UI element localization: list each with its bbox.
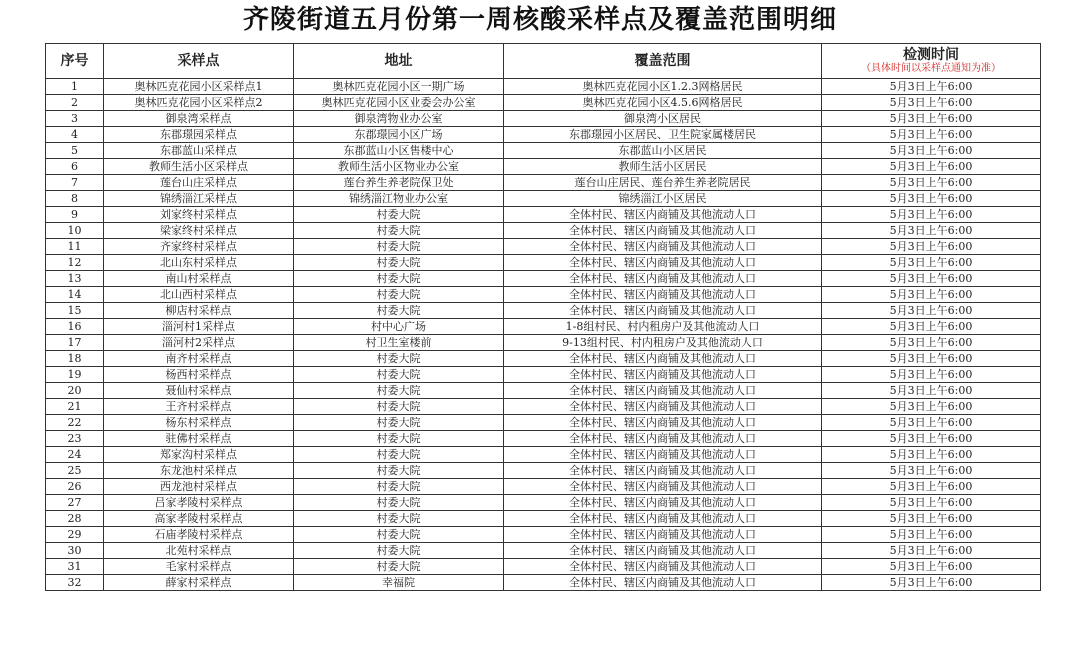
table-header (46, 44, 1041, 79)
cell-site: 东郡蓝山采样点 (104, 143, 294, 159)
cell-no: 20 (46, 383, 104, 399)
cell-no: 26 (46, 479, 104, 495)
cell-no: 23 (46, 431, 104, 447)
cell-time: 5月3日上午6:00 (822, 415, 1041, 431)
cell-site: 莲台山庄采样点 (104, 175, 294, 191)
cell-time: 5月3日上午6:00 (822, 543, 1041, 559)
cell-coverage: 东郡璟园小区居民、卫生院家属楼居民 (504, 127, 822, 143)
cell-time: 5月3日上午6:00 (822, 303, 1041, 319)
cell-no: 17 (46, 335, 104, 351)
cell-address: 幸福院 (294, 575, 504, 591)
cell-address: 村卫生室楼前 (294, 335, 504, 351)
table-row (46, 303, 1041, 319)
cell-site: 南齐村采样点 (104, 351, 294, 367)
cell-coverage: 全体村民、辖区内商铺及其他流动人口 (504, 415, 822, 431)
cell-address: 锦绣淄江物业办公室 (294, 191, 504, 207)
cell-time: 5月3日上午6:00 (822, 399, 1041, 415)
cell-time: 5月3日上午6:00 (822, 431, 1041, 447)
table-row (46, 559, 1041, 575)
cell-coverage: 全体村民、辖区内商铺及其他流动人口 (504, 463, 822, 479)
cell-coverage: 奥林匹克花园小区4.5.6网格居民 (504, 95, 822, 111)
cell-site: 南山村采样点 (104, 271, 294, 287)
cell-site: 梁家终村采样点 (104, 223, 294, 239)
cell-coverage: 1-8组村民、村内租房户及其他流动人口 (504, 319, 822, 335)
table-row (46, 175, 1041, 191)
cell-coverage: 全体村民、辖区内商铺及其他流动人口 (504, 383, 822, 399)
cell-coverage: 全体村民、辖区内商铺及其他流动人口 (504, 495, 822, 511)
sampling-sites-table (45, 43, 1041, 591)
cell-address: 村委大院 (294, 527, 504, 543)
cell-coverage: 全体村民、辖区内商铺及其他流动人口 (504, 559, 822, 575)
cell-address: 村委大院 (294, 287, 504, 303)
cell-site: 锦绣淄江采样点 (104, 191, 294, 207)
cell-site: 杨东村采样点 (104, 415, 294, 431)
cell-coverage: 全体村民、辖区内商铺及其他流动人口 (504, 575, 822, 591)
cell-no: 30 (46, 543, 104, 559)
cell-no: 14 (46, 287, 104, 303)
cell-time: 5月3日上午6:00 (822, 95, 1041, 111)
cell-coverage: 全体村民、辖区内商铺及其他流动人口 (504, 287, 822, 303)
cell-coverage: 9-13组村民、村内租房户及其他流动人口 (504, 335, 822, 351)
header-time-label: 检测时间 (903, 47, 959, 63)
cell-no: 16 (46, 319, 104, 335)
cell-coverage: 全体村民、辖区内商铺及其他流动人口 (504, 271, 822, 287)
cell-address: 村委大院 (294, 431, 504, 447)
table-row (46, 287, 1041, 303)
cell-site: 王齐村采样点 (104, 399, 294, 415)
table-row (46, 543, 1041, 559)
cell-no: 6 (46, 159, 104, 175)
cell-no: 10 (46, 223, 104, 239)
cell-time: 5月3日上午6:00 (822, 575, 1041, 591)
cell-time: 5月3日上午6:00 (822, 79, 1041, 95)
table-row (46, 271, 1041, 287)
cell-no: 22 (46, 415, 104, 431)
cell-address: 村中心广场 (294, 319, 504, 335)
cell-coverage: 莲台山庄居民、莲台养生养老院居民 (504, 175, 822, 191)
cell-address: 村委大院 (294, 351, 504, 367)
table-row (46, 239, 1041, 255)
cell-site: 西龙池村采样点 (104, 479, 294, 495)
cell-coverage: 全体村民、辖区内商铺及其他流动人口 (504, 255, 822, 271)
cell-address: 村委大院 (294, 223, 504, 239)
cell-no: 2 (46, 95, 104, 111)
cell-coverage: 全体村民、辖区内商铺及其他流动人口 (504, 223, 822, 239)
cell-no: 13 (46, 271, 104, 287)
cell-coverage: 全体村民、辖区内商铺及其他流动人口 (504, 447, 822, 463)
cell-time: 5月3日上午6:00 (822, 447, 1041, 463)
cell-address: 村委大院 (294, 239, 504, 255)
cell-time: 5月3日上午6:00 (822, 479, 1041, 495)
table-row (46, 495, 1041, 511)
cell-address: 村委大院 (294, 479, 504, 495)
cell-site: 刘家终村采样点 (104, 207, 294, 223)
cell-time: 5月3日上午6:00 (822, 159, 1041, 175)
cell-address: 奥林匹克花园小区一期广场 (294, 79, 504, 95)
table-row (46, 207, 1041, 223)
cell-address: 御泉湾物业办公室 (294, 111, 504, 127)
cell-site: 淄河村2采样点 (104, 335, 294, 351)
cell-time: 5月3日上午6:00 (822, 463, 1041, 479)
table-row (46, 255, 1041, 271)
cell-site: 石庙孝陵村采样点 (104, 527, 294, 543)
table-row (46, 223, 1041, 239)
cell-address: 村委大院 (294, 399, 504, 415)
cell-coverage: 全体村民、辖区内商铺及其他流动人口 (504, 543, 822, 559)
cell-time: 5月3日上午6:00 (822, 127, 1041, 143)
cell-address: 村委大院 (294, 543, 504, 559)
table-row (46, 159, 1041, 175)
cell-site: 御泉湾采样点 (104, 111, 294, 127)
cell-coverage: 全体村民、辖区内商铺及其他流动人口 (504, 527, 822, 543)
table-body (46, 79, 1041, 591)
cell-site: 北山东村采样点 (104, 255, 294, 271)
table-row (46, 399, 1041, 415)
cell-time: 5月3日上午6:00 (822, 111, 1041, 127)
cell-time: 5月3日上午6:00 (822, 367, 1041, 383)
header-site: 采样点 (104, 44, 294, 79)
cell-no: 4 (46, 127, 104, 143)
cell-coverage: 全体村民、辖区内商铺及其他流动人口 (504, 399, 822, 415)
cell-time: 5月3日上午6:00 (822, 559, 1041, 575)
table-row (46, 479, 1041, 495)
cell-address: 教师生活小区物业办公室 (294, 159, 504, 175)
cell-time: 5月3日上午6:00 (822, 271, 1041, 287)
cell-address: 村委大院 (294, 463, 504, 479)
header-row (46, 44, 1041, 79)
cell-site: 毛家村采样点 (104, 559, 294, 575)
header-address: 地址 (294, 44, 504, 79)
cell-no: 12 (46, 255, 104, 271)
cell-time: 5月3日上午6:00 (822, 207, 1041, 223)
cell-no: 21 (46, 399, 104, 415)
header-no: 序号 (46, 44, 104, 79)
cell-coverage: 全体村民、辖区内商铺及其他流动人口 (504, 239, 822, 255)
cell-time: 5月3日上午6:00 (822, 351, 1041, 367)
table-row (46, 575, 1041, 591)
cell-coverage: 全体村民、辖区内商铺及其他流动人口 (504, 303, 822, 319)
cell-time: 5月3日上午6:00 (822, 239, 1041, 255)
cell-time: 5月3日上午6:00 (822, 495, 1041, 511)
cell-no: 9 (46, 207, 104, 223)
cell-time: 5月3日上午6:00 (822, 223, 1041, 239)
cell-time: 5月3日上午6:00 (822, 143, 1041, 159)
table-row (46, 319, 1041, 335)
cell-time: 5月3日上午6:00 (822, 319, 1041, 335)
cell-site: 杨西村采样点 (104, 367, 294, 383)
cell-time: 5月3日上午6:00 (822, 175, 1041, 191)
cell-no: 32 (46, 575, 104, 591)
cell-no: 31 (46, 559, 104, 575)
cell-no: 27 (46, 495, 104, 511)
header-time-note: （具体时间以采样点通知为准） (861, 63, 1001, 74)
cell-time: 5月3日上午6:00 (822, 383, 1041, 399)
cell-address: 村委大院 (294, 495, 504, 511)
cell-no: 7 (46, 175, 104, 191)
cell-no: 8 (46, 191, 104, 207)
cell-site: 聂仙村采样点 (104, 383, 294, 399)
cell-time: 5月3日上午6:00 (822, 335, 1041, 351)
cell-time: 5月3日上午6:00 (822, 527, 1041, 543)
cell-coverage: 全体村民、辖区内商铺及其他流动人口 (504, 511, 822, 527)
cell-address: 莲台养生养老院保卫处 (294, 175, 504, 191)
table-row (46, 191, 1041, 207)
cell-address: 村委大院 (294, 415, 504, 431)
cell-site: 齐家终村采样点 (104, 239, 294, 255)
table-row (46, 527, 1041, 543)
cell-no: 18 (46, 351, 104, 367)
table-row (46, 335, 1041, 351)
cell-time: 5月3日上午6:00 (822, 287, 1041, 303)
table-row (46, 383, 1041, 399)
table-row (46, 447, 1041, 463)
cell-site: 奥林匹克花园小区采样点1 (104, 79, 294, 95)
cell-site: 郑家沟村采样点 (104, 447, 294, 463)
table-row (46, 95, 1041, 111)
header-time (822, 44, 1041, 79)
cell-coverage: 奥林匹克花园小区1.2.3网格居民 (504, 79, 822, 95)
cell-no: 29 (46, 527, 104, 543)
cell-coverage: 全体村民、辖区内商铺及其他流动人口 (504, 479, 822, 495)
cell-site: 东龙池村采样点 (104, 463, 294, 479)
cell-coverage: 东郡蓝山小区居民 (504, 143, 822, 159)
cell-no: 3 (46, 111, 104, 127)
cell-time: 5月3日上午6:00 (822, 511, 1041, 527)
cell-address: 村委大院 (294, 271, 504, 287)
cell-address: 村委大院 (294, 559, 504, 575)
cell-coverage: 全体村民、辖区内商铺及其他流动人口 (504, 207, 822, 223)
cell-no: 24 (46, 447, 104, 463)
cell-address: 奥林匹克花园小区业委会办公室 (294, 95, 504, 111)
cell-no: 15 (46, 303, 104, 319)
table-row (46, 511, 1041, 527)
table-row (46, 111, 1041, 127)
table-row (46, 351, 1041, 367)
cell-time: 5月3日上午6:00 (822, 191, 1041, 207)
cell-address: 村委大院 (294, 367, 504, 383)
page-title: 齐陵街道五月份第一周核酸采样点及覆盖范围明细 (242, 5, 837, 35)
cell-address: 村委大院 (294, 207, 504, 223)
table-row (46, 431, 1041, 447)
table-row (46, 415, 1041, 431)
cell-site: 吕家孝陵村采样点 (104, 495, 294, 511)
cell-no: 1 (46, 79, 104, 95)
table-row (46, 127, 1041, 143)
cell-address: 村委大院 (294, 255, 504, 271)
cell-address: 村委大院 (294, 383, 504, 399)
cell-site: 薛家村采样点 (104, 575, 294, 591)
cell-site: 高家孝陵村采样点 (104, 511, 294, 527)
cell-site: 奥林匹克花园小区采样点2 (104, 95, 294, 111)
cell-site: 淄河村1采样点 (104, 319, 294, 335)
cell-coverage: 全体村民、辖区内商铺及其他流动人口 (504, 431, 822, 447)
cell-no: 11 (46, 239, 104, 255)
cell-site: 教师生活小区采样点 (104, 159, 294, 175)
table-row (46, 367, 1041, 383)
table-row (46, 79, 1041, 95)
cell-address: 东郡蓝山小区售楼中心 (294, 143, 504, 159)
cell-site: 驻佛村采样点 (104, 431, 294, 447)
cell-address: 村委大院 (294, 447, 504, 463)
cell-no: 19 (46, 367, 104, 383)
cell-site: 北苑村采样点 (104, 543, 294, 559)
cell-no: 5 (46, 143, 104, 159)
cell-site: 东郡璟园采样点 (104, 127, 294, 143)
cell-no: 25 (46, 463, 104, 479)
cell-coverage: 全体村民、辖区内商铺及其他流动人口 (504, 367, 822, 383)
cell-coverage: 御泉湾小区居民 (504, 111, 822, 127)
cell-coverage: 锦绣淄江小区居民 (504, 191, 822, 207)
table-row (46, 143, 1041, 159)
header-coverage: 覆盖范围 (504, 44, 822, 79)
cell-coverage: 全体村民、辖区内商铺及其他流动人口 (504, 351, 822, 367)
cell-address: 东郡璟园小区广场 (294, 127, 504, 143)
table-row (46, 463, 1041, 479)
cell-address: 村委大院 (294, 511, 504, 527)
cell-site: 北山西村采样点 (104, 287, 294, 303)
cell-time: 5月3日上午6:00 (822, 255, 1041, 271)
cell-no: 28 (46, 511, 104, 527)
cell-address: 村委大院 (294, 303, 504, 319)
cell-site: 柳店村采样点 (104, 303, 294, 319)
cell-coverage: 教师生活小区居民 (504, 159, 822, 175)
